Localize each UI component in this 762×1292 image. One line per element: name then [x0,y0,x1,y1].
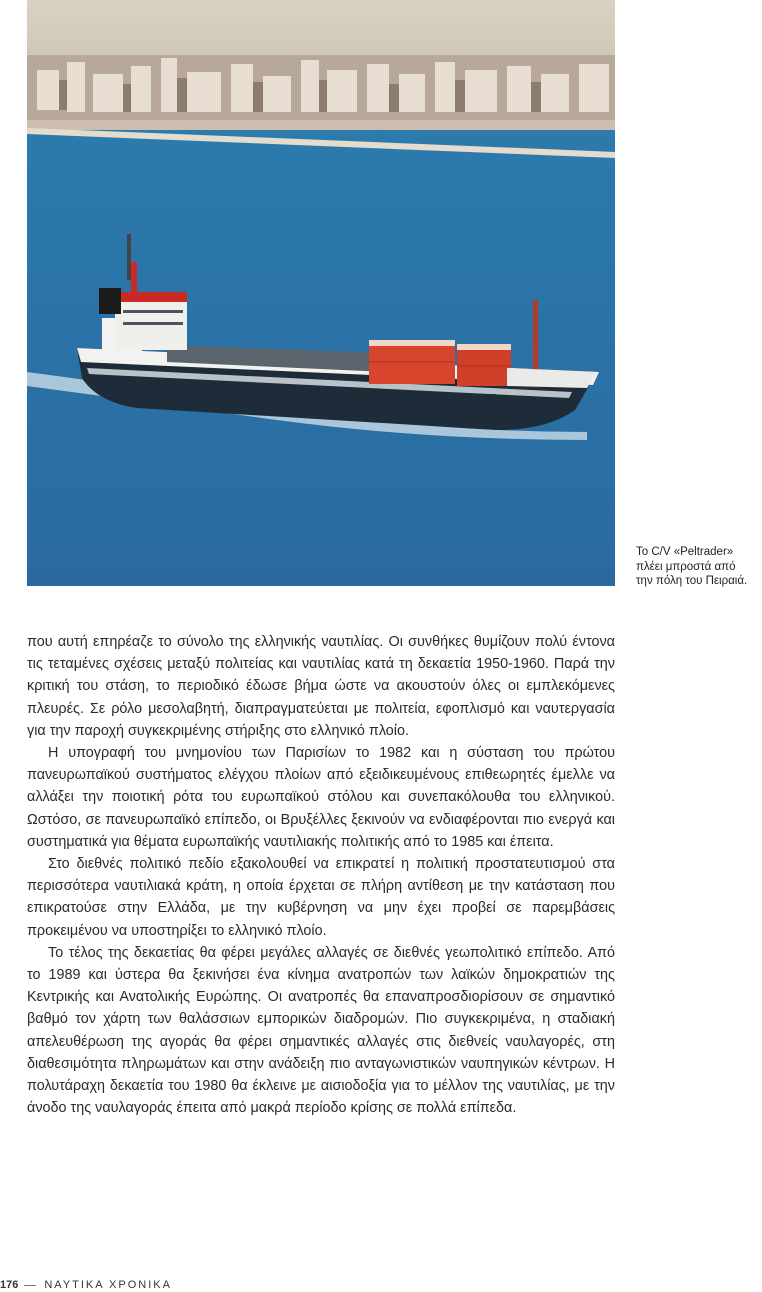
article-body [27,631,615,1119]
ship-photo [27,0,615,586]
paragraph-2: Η υπογραφή του μνημονίου των Παρισίων το 1982 και η σύσταση του πρώτου πανευρωπαϊκού συστήματος ελέγχου πλοίων από εξειδικευμένους επιθεωρητές έμελλε να αλλάξει την ποιοτική ρότα του ευρωπαϊκού στόλου και συνεπακόλουθα του ελληνικού. Ωστόσο, σε πανευρωπαϊκό επίπεδο, οι Βρυξέλλες ξεκινούν να ενδιαφέρονται πιο ενεργά και συστηματικά για θέματα ευρωπαϊκής ναυτιλιακής πολιτικής από το 1985 και έπειτα. [27,745,615,850]
paragraph-4: Το τέλος της δεκαετίας θα φέρει μεγάλες αλλαγές σε διεθνές γεωπολιτικό επίπεδο. Από το 1989 και ύστερα θα ξεκινήσει ένα κίνημα ανατροπών των λαϊκών δημοκρατιών της Κεντρικής και Ανατολικής Ευρώπης. Οι ανατροπές θα επαναπροσδιορίσουν σε σημαντικό βαθμό τον χάρτη των θαλάσσιων εμπορικών διαδρομών. Πιο συγκεκριμένα, η σταδιακή απελευθέρωση της αγοράς θα φέρει σημαντικές αλλαγές στις διεθνείς ναυλαγορές, στη διαθεσιμότητα πληρωμάτων και στην ανάδειξη πιο ανταγωνιστικών ναυπηγικών κέντρων. Η πολυτάραχη δεκαετία του 1980 θα έκλεινε με αισιοδοξία για το μέλλον της ναυτιλίας, με την άνοδο της ναυλαγοράς έπειτα από μακρά περίοδο κρίσης σε πολλά επίπεδα. [27,944,615,1117]
page-number: 176 [0,1279,19,1291]
footer-divider [24,1285,36,1286]
page-footer [0,1278,172,1292]
hull-name: PELTRADER [467,394,497,400]
paragraph-3: Στο διεθνές πολιτικό πεδίο εξακολουθεί να επικρατεί η πολιτική προστατευτισμού στα περισσότερα ναυτιλιακά κράτη, η οποία έρχεται σε πλήρη αντίθεση με την κατάσταση που επικρατούσε στην Ελλάδα, με την κυβέρνηση να μην έχει προβεί σε παρεμβάσεις προκειμένου να υποστηρίξει το ελληνικό πλοίο. [27,856,615,939]
paragraph-1: που αυτή επηρέαζε το σύνολο της ελληνικής ναυτιλίας. Οι συνθήκες θυμίζουν πολύ έντονα τις τεταμένες σχέσεις μεταξύ πολιτείας και ναυτιλίας κατά τη δεκαετία 1950-1960. Παρά την κριτική του στάση, το περιοδικό έδωσε βήμα ώστε να ακουστούν όλες οι εμπλεκόμενες πλευρές. Σε ρόλο μεσολαβητή, διαπραγματεύεται με πολιτεία, εφοπλισμό και ναυτεργασία για την παροχή συγκεκριμένης στήριξης στο ελληνικό πλοίο. [27,634,615,739]
magazine-name: ΝΑΥΤΙΚΑ ΧΡΟΝΙΚΑ [44,1279,172,1291]
photo-caption: Το C/V «Peltrader» πλέει μπροστά από την πόλη του Πειραιά. [636,546,748,587]
